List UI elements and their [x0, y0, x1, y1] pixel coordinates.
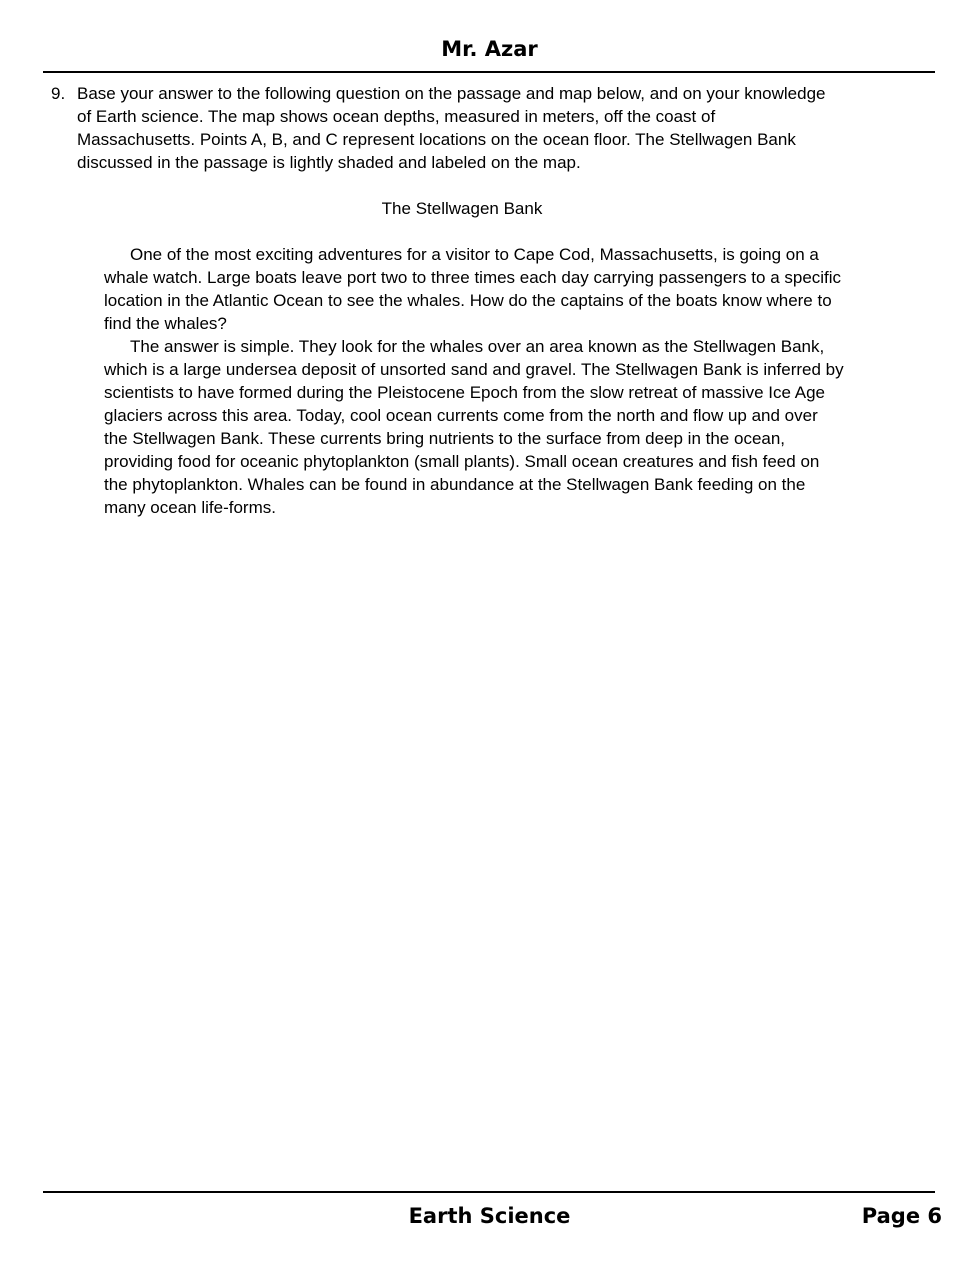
question-stem: Base your answer to the following question on the passage and map below, and on your knowledge of Earth science. The map shows ocean depths, measured in meters, off the coast of Massachusetts. Points A, B, and C represent locations on the ocean floor. The Stellwagen Bank discussed in the passage is lightly shaded and labeled on the map.: [77, 84, 826, 172]
passage-paragraph: One of the most exciting adventures for a visitor to Cape Cod, Massachusetts, is going on a whale watch. Large boats leave port two to three times each day carrying passengers to a specific location in the Atlantic Ocean to see the whales. How do the captains of the boats know where to find the whales?: [104, 245, 842, 333]
passage-title: The Stellwagen Bank: [381, 199, 543, 218]
footer-subject: Earth Science: [408, 1204, 571, 1228]
passage-paragraph: The answer is simple. They look for the whales over an area known as the Stellwagen Bank, which is a large undersea deposit of unsorted sand and gravel. The Stellwagen Bank is inferred by scientists to have formed during the Pleistocene Epoch from the slow retreat of massive Ice Age glaciers across this area. Today, cool ocean currents come from the north and flow up and over the Stellwagen Bank. These currents bring nutrients to the surface from deep in the ocean, providing food for oceanic phytoplankton (small plants). Small ocean creatures and fish feed on the phytoplankton. Whales can be found in abundance at the Stellwagen Bank feeding on the many ocean life-forms.: [104, 337, 844, 517]
passage-body: [104, 243, 844, 519]
footer-page-number: Page 6: [861, 1204, 942, 1228]
footer-divider: [43, 1191, 935, 1193]
header-divider: [43, 71, 935, 73]
question-block: [51, 82, 851, 519]
question-number: 9.: [51, 84, 66, 103]
page-header-title: Mr. Azar: [441, 37, 538, 61]
